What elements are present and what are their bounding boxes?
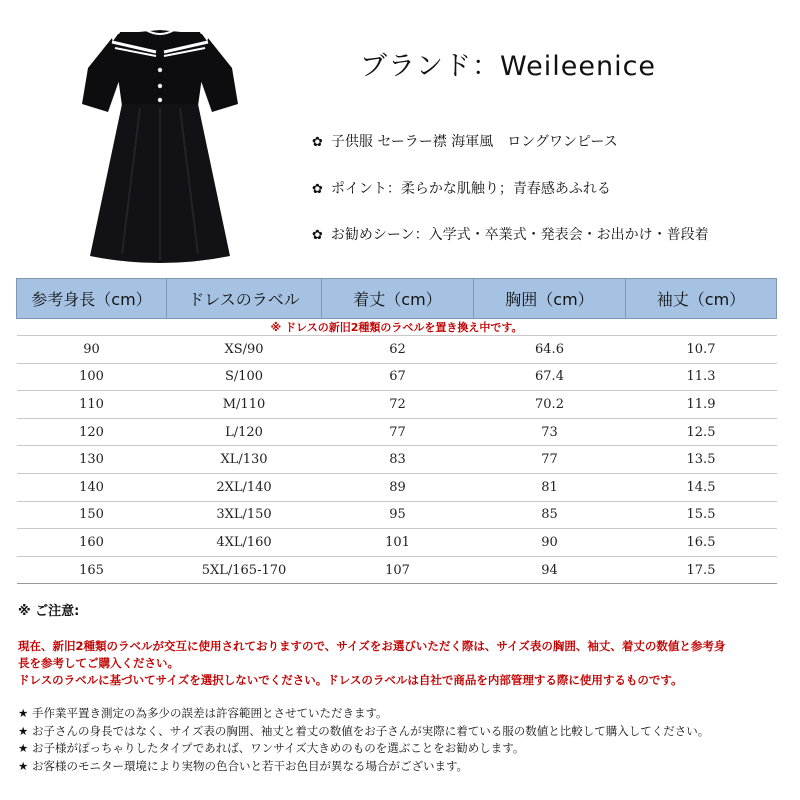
cell-sleeve: 11.3 [626,363,777,391]
cell-chest: 70.2 [474,391,626,419]
cell-length: 72 [322,391,474,419]
notice-item: ★ お子さんの身長ではなく、サイズ表の胸囲、袖丈と着丈の数値をお子さんが実際に着ている服の数値と比較して購入してください。 [18,723,710,738]
cell-sleeve: 13.5 [626,446,777,474]
cell-label: M/110 [167,391,322,419]
header-chest: 胸囲（cm） [474,279,626,319]
table-row [17,418,777,446]
cell-height: 120 [17,418,167,446]
cell-length: 101 [322,529,474,557]
table-row [17,529,777,557]
cell-chest: 85 [474,501,626,529]
notice-warning [18,638,788,689]
table-row [17,501,777,529]
warning-line: 現在、新旧2種類のラベルが交互に使用されておりますので、サイズをお選びいただく際は、サイズ表の胸囲、袖丈、着丈の数値と参考身 [18,639,726,653]
cell-label: 3XL/150 [167,501,322,529]
cell-chest: 73 [474,418,626,446]
notice-title: ※ ご注意: [18,604,80,619]
cell-height: 165 [17,556,167,584]
cell-chest: 90 [474,529,626,557]
cell-sleeve: 16.5 [626,529,777,557]
cell-sleeve: 12.5 [626,418,777,446]
cell-length: 77 [322,418,474,446]
cell-chest: 64.6 [474,336,626,364]
cell-label: S/100 [167,363,322,391]
cell-chest: 94 [474,556,626,584]
table-note: ※ ドレスの新旧2種類のラベルを置き換え中です。 [17,319,777,336]
table-header-row [17,279,777,319]
cell-height: 130 [17,446,167,474]
cell-length: 83 [322,446,474,474]
header-height: 参考身長（cm） [17,279,167,319]
feature-text: ポイント：柔らかな肌触り；青春感あふれる [330,181,611,197]
cell-sleeve: 10.7 [626,336,777,364]
table-row [17,446,777,474]
cell-height: 110 [17,391,167,419]
cell-sleeve: 14.5 [626,473,777,501]
header-sleeve: 袖丈（cm） [626,279,777,319]
cell-label: L/120 [167,418,322,446]
notice-item: ★ お子様がぽっちゃりしたタイプであれば、ワンサイズ大きめのものを選ぶことをお勧めします。 [18,741,525,755]
warning-line: 長を参考してご購入ください。 [18,656,179,670]
flower-icon: ✿ [312,135,323,150]
cell-sleeve: 15.5 [626,501,777,529]
cell-chest: 81 [474,473,626,501]
cell-length: 107 [322,556,474,584]
dress-image [60,8,260,270]
notice-item: ★ 手作業平置き測定の為多少の誤差は許容範囲とさせていただきます。 [18,706,388,720]
cell-label: 5XL/165-170 [167,556,322,584]
size-table [16,278,777,584]
cell-label: XS/90 [167,336,322,364]
cell-chest: 67.4 [474,363,626,391]
brand-title: ブランド：Weileenice [360,51,657,82]
notice-item: ★ お客様のモニター環境により実物の色合いと若干お色目が異なる場合がございます。 [18,758,469,773]
table-row [17,363,777,391]
cell-length: 89 [322,473,474,501]
cell-sleeve: 11.9 [626,391,777,419]
warning-line: ドレスのラベルに基づいてサイズを選択しないでください。ドレスのラベルは自社で商品を内部管理する際に使用するものです。 [18,673,683,687]
cell-label: 4XL/160 [167,529,322,557]
header-length: 着丈（cm） [322,279,474,319]
flower-icon: ✿ [312,182,323,197]
feature-item [312,131,618,151]
cell-chest: 77 [474,446,626,474]
cell-height: 150 [17,501,167,529]
cell-label: 2XL/140 [167,473,322,501]
cell-height: 140 [17,473,167,501]
flower-icon: ✿ [312,228,323,243]
cell-label: XL/130 [167,446,322,474]
table-note-row [17,319,777,336]
header-label: ドレスのラベル [167,279,322,319]
table-row [17,473,777,501]
feature-text: 子供服 セーラー襟 海軍風 ロングワンピース [330,134,618,150]
cell-height: 160 [17,529,167,557]
feature-item [312,224,709,244]
feature-item [312,178,611,198]
cell-length: 67 [322,363,474,391]
table-row [17,556,777,584]
cell-length: 95 [322,501,474,529]
feature-text: お勧めシーン：入学式・卒業式・発表会・お出かけ・普段着 [330,227,709,243]
table-row [17,336,777,364]
table-row [17,391,777,419]
cell-height: 90 [17,336,167,364]
notice-list [18,705,788,775]
cell-height: 100 [17,363,167,391]
cell-length: 62 [322,336,474,364]
cell-sleeve: 17.5 [626,556,777,584]
sailor-dress-icon [60,8,260,270]
